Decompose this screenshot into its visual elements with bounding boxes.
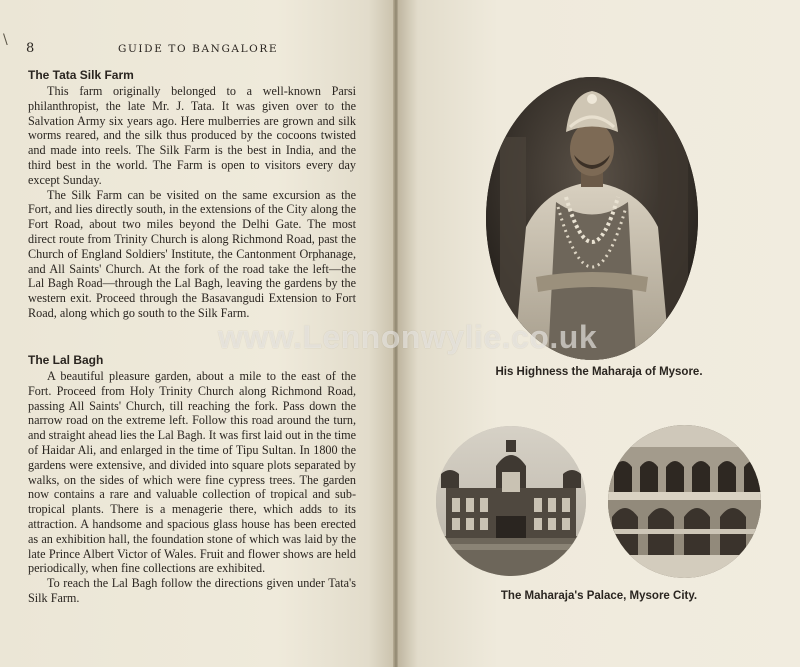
page-number: 8 bbox=[26, 41, 35, 56]
palace-courtyard-photo bbox=[608, 425, 761, 578]
section-heading-silk-farm: The Tata Silk Farm bbox=[28, 68, 134, 82]
corner-mark: \ bbox=[3, 32, 8, 48]
paragraph: The Silk Farm can be visited on the same excursion as the Fort, and lies directly south, in the extensions of the City along the Fort Road, about two miles beyond the Delhi Gate. The most direct route from Trinity Church is along Richmond Road, past the Church of England Soldiers' Institute, the Cantonment Orphanage, and All Saints' Church. At the fork of the road take the left—the Lal Bagh Road—through the Lal Bagh, leaving the gardens by the western exit. Proceed through the Basavangudi Extension to Fort Road, along which go south to the Silk Farm. bbox=[28, 187, 356, 320]
paragraph: This farm originally belonged to a well-known Parsi philanthropist, the late Mr. J. Tata. It was given over to the Salvation Army six years ago. Here mulberries are grown and silk worms reared, and the silk thus produced by the cocoons twisted and made into reels. The Silk Farm is the best in India, and the third best in the world. The Farm is open to visitors every day except Sunday. bbox=[28, 84, 356, 187]
paragraph: To reach the Lal Bagh follow the directions given under Tata's Silk Farm. bbox=[28, 576, 356, 605]
maharaja-portrait-photo bbox=[486, 77, 698, 360]
palace-caption: The Maharaja's Palace, Mysore City. bbox=[500, 590, 698, 602]
paragraph: A beautiful pleasure garden, about a mile to the east of the Fort. Proceed from Holy Trinity Church along Richmond Road, passing All Saints' Church, till reaching the fork. Pass down the narrow road on the extreme left. Follow this road around the turn, and straight ahead lies the Lal Bagh. It was first laid out in the time of Haidar Ali, and enlarged in the time of Tipu Sultan. In 1800 the gardens were extensive, and divided into square plots separated by walks, on the sides of which were fine cypress trees. The garden now contains a rare and valuable collection of tropical and sub-tropical plants. There is a menagerie there, which adds to its attraction. A handsome and spacious glass house has been erected as an exhibition hall, the foundation stone of which was laid by the late Prince Albert Victor of Wales. Fruit and flower shows are held periodically, when fine collections are exhibited. bbox=[28, 369, 356, 576]
section-body-silk-farm bbox=[28, 84, 356, 321]
palace-exterior-photo bbox=[436, 426, 586, 576]
section-heading-lal-bagh: The Lal Bagh bbox=[28, 353, 104, 367]
running-head: GUIDE TO BANGALORE bbox=[118, 43, 279, 55]
watermark: www.Lennonwylie.co.uk bbox=[218, 319, 598, 355]
section-body-lal-bagh bbox=[28, 369, 356, 606]
portrait-caption: His Highness the Maharaja of Mysore. bbox=[495, 366, 703, 378]
